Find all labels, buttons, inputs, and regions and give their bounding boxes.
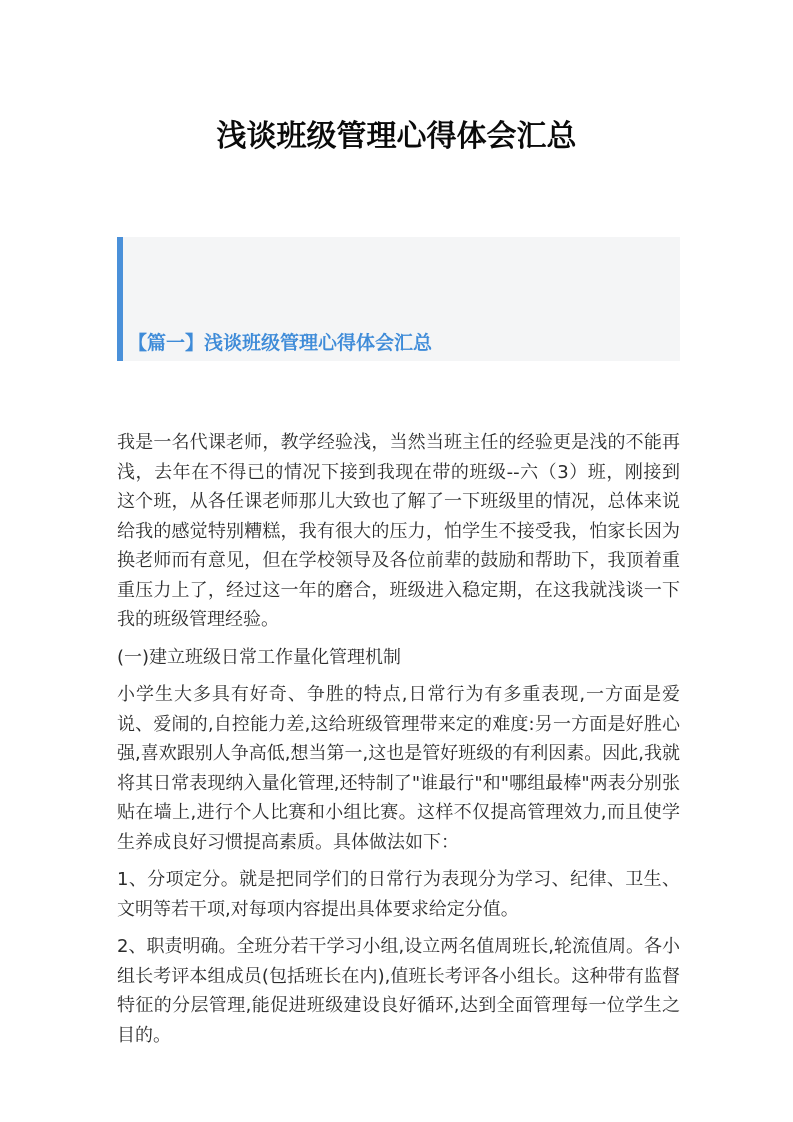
document-title: 浅谈班级管理心得体会汇总 (216, 119, 577, 154)
article-paragraph: 我是一名代课老师，教学经验浅，当然当班主任的经验更是浅的不能再浅，去年在不得已的情况下接到我现在带的班级--六（3）班，刚接到这个班，从各任课老师那儿大致也了解了一下班级里的情况，总体来说给我的感觉特别糟糕，我有很大的压力，怕学生不接受我，怕家长因为换老师而有意见，但在学校领导及各位前辈的鼓励和帮助下，我顶着重重压力上了，经过这一年的磨合，班级进入稳定期，在这我就浅谈一下我的班级管理经验。 (117, 432, 680, 630)
article-subheading: (一)建立班级日常工作量化管理机制 (117, 646, 402, 668)
section-header-block (117, 237, 680, 361)
section-heading: 【篇一】浅谈班级管理心得体会汇总 (128, 332, 433, 354)
article-paragraph: 2、职责明确。全班分若干学习小组,设立两名值周班长,轮流值周。各小组长考评本组成员(包括班长在内),值班长考评各小组长。这种带有监督特征的分层管理,能促进班级建设良好循环,达到全面管理每一位学生之目的。 (117, 936, 680, 1046)
article-paragraph: 1、分项定分。就是把同学们的日常行为表现分为学习、纪律、卫生、文明等若干项,对每项内容提出具体要求给定分值。 (117, 869, 680, 920)
article-paragraph: 小学生大多具有好奇、争胜的特点,日常行为有多重表现,一方面是爱说、爱闹的,自控能力差,这给班级管理带来定的难度:另一方面是好胜心强,喜欢跟别人争高低,想当第一,这也是管好班级的有利因素。因此,我就将其日常表现纳入量化管理,还特制了"谁最行"和"哪组最棒"两表分别张贴在墙上,进行个人比赛和小组比赛。这样不仅提高管理效力,而且使学生养成良好习惯提高素质。具体做法如下： (117, 684, 680, 853)
article-body (117, 428, 680, 1050)
